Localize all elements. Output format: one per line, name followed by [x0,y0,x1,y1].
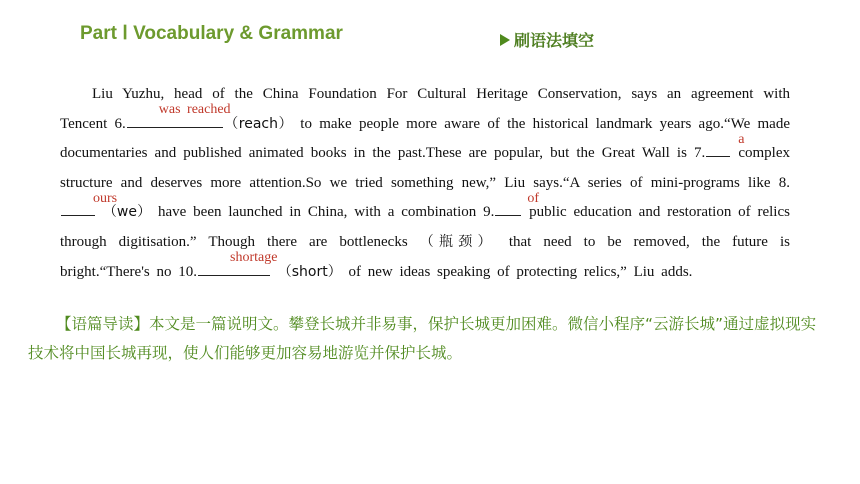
answer-10: shortage [230,249,278,265]
passage-text: that need to be removed, the future is bright.“There's no 10. [60,233,790,280]
blank-7 [706,131,745,157]
blank-9 [495,190,540,216]
exercise-tag [500,28,594,51]
reading-guide: 【语篇导读】本文是一篇说明文。攀登长城并非易事，保护长城更加困难。微信小程序“云游长城”通过虚拟现实技术将中国长城再现，使人们能够更加容易地游览并保护长城。 [28,315,817,362]
passage-text: Liu Yuzhu, head of the China Foundation For Cultural Heritage Conservation, says an agreement with Tencent 6. [60,86,790,132]
hint-6: （reach） [223,115,294,132]
answer-8: ours [93,190,118,206]
blank-6 [127,102,231,128]
passage-text: to make people more aware of the historical landmark years ago.“We made documentaries and published animated books in the past.These are popular, but the Great Wall is 7. [60,115,790,162]
passage-paragraph [60,80,790,287]
passage-text: public education and restoration of relics through digitisation.” Though there are bottlenecks [60,204,790,250]
blank-10 [198,249,278,276]
answer-6: was reached [158,102,231,117]
answer-9: of [527,190,540,206]
hint-8: （we） [102,204,152,221]
play-triangle-icon [500,34,510,46]
passage-text: of new ideas speaking of protecting relics,” Liu adds. [341,263,693,280]
hint-10: （short） [277,263,342,280]
chinese-gloss: （瓶颈） [419,233,497,250]
blank-8 [61,190,118,216]
passage-text: have been launched in China, with a combination 9. [151,204,495,221]
answer-7: a [738,131,745,147]
passage-text: complex structure and deserves more attention.So we tried something new,” Liu says.“A series of mini-programs like 8. [60,145,790,191]
exercise-tag-label: 刷语法填空 [514,31,595,50]
passage [60,80,790,287]
section-title: Part Ⅰ Vocabulary & Grammar [80,23,343,44]
